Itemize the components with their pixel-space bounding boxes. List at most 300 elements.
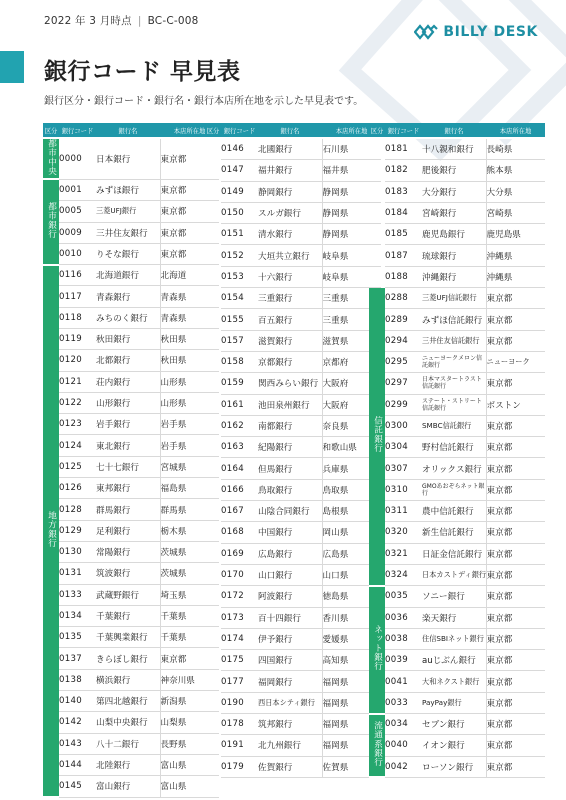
category-label: 都市中央 — [46, 139, 57, 176]
bank-name: 岩手銀行 — [96, 414, 160, 435]
table-row — [369, 351, 545, 372]
bank-code: 0158 — [221, 351, 258, 372]
bank-code: 0177 — [221, 671, 258, 692]
bank-code: 0038 — [385, 628, 422, 649]
bank-code: 0130 — [59, 541, 96, 562]
logo-mark-icon — [414, 23, 438, 41]
bank-name: 大垣共立銀行 — [258, 245, 322, 266]
head-office-location: 秋田県 — [160, 350, 219, 371]
bank-name: 琉球銀行 — [422, 245, 486, 266]
bank-code: 0118 — [59, 307, 96, 328]
head-office-location: 北海道 — [160, 265, 219, 286]
head-office-location: 埼玉県 — [160, 584, 219, 605]
category-label: 流通系銀行 — [372, 721, 383, 767]
bank-code: 0324 — [385, 564, 422, 585]
bank-name: 常陽銀行 — [96, 541, 160, 562]
head-office-location: 三重県 — [322, 288, 381, 309]
head-office-location: 東京都 — [486, 479, 545, 500]
head-office-location: 茨城県 — [160, 541, 219, 562]
bank-name: 池田泉州銀行 — [258, 394, 322, 415]
table-row — [205, 394, 381, 415]
head-office-location: 大阪府 — [322, 373, 381, 394]
table-row — [205, 181, 381, 202]
bank-name: 福岡銀行 — [258, 671, 322, 692]
head-office-location: 東京都 — [486, 288, 545, 309]
bank-name: 山形銀行 — [96, 392, 160, 413]
bank-code: 0162 — [221, 415, 258, 436]
table-row — [205, 714, 381, 735]
bank-code: 0122 — [59, 392, 96, 413]
head-office-location: 福岡県 — [322, 692, 381, 713]
brand-logo — [414, 23, 538, 41]
bank-name: 滋賀銀行 — [258, 330, 322, 351]
bank-code: 0125 — [59, 456, 96, 477]
bank-code: 0138 — [59, 669, 96, 690]
bank-name: 日本マスタートラスト信託銀行 — [422, 373, 486, 394]
table-row — [43, 286, 219, 307]
head-office-location: 広島県 — [322, 543, 381, 564]
bank-code: 0163 — [221, 437, 258, 458]
bank-name: 新生信託銀行 — [422, 522, 486, 543]
bank-code: 0150 — [221, 202, 258, 223]
bank-code: 0149 — [221, 181, 258, 202]
bank-name: きらぼし銀行 — [96, 648, 160, 669]
table-row — [43, 563, 219, 584]
bank-name: 日本カストディ銀行 — [422, 564, 486, 585]
table-row — [43, 669, 219, 690]
bank-name: みずほ信託銀行 — [422, 309, 486, 330]
bank-name: 百五銀行 — [258, 309, 322, 330]
location-header: 本店所在地 — [160, 123, 219, 138]
bank-table-1 — [43, 123, 219, 798]
bank-name: 福井銀行 — [258, 160, 322, 181]
bank-code: 0153 — [221, 266, 258, 287]
head-office-location: 静岡県 — [322, 202, 381, 223]
table-row — [369, 628, 545, 649]
bank-name: 広島銀行 — [258, 543, 322, 564]
bank-name: みずほ銀行 — [96, 179, 160, 200]
bank-code: 0119 — [59, 328, 96, 349]
bank-name: 山梨中央銀行 — [96, 712, 160, 733]
location-header: 本店所在地 — [322, 123, 381, 138]
category-header: 区分 — [369, 123, 385, 138]
bank-name: 大和ネクスト銀行 — [422, 671, 486, 692]
head-office-location: 山形県 — [160, 392, 219, 413]
bank-code: 0154 — [221, 288, 258, 309]
bank-name: 四国銀行 — [258, 650, 322, 671]
bank-name: 第四北越銀行 — [96, 691, 160, 712]
table-row — [369, 501, 545, 522]
category-label: 都市銀行 — [46, 202, 57, 239]
bank-code: 0134 — [59, 605, 96, 626]
head-office-location: 兵庫県 — [322, 458, 381, 479]
logo-text: BILLY DESK — [443, 24, 538, 40]
bank-code: 0039 — [385, 650, 422, 671]
table-row — [43, 435, 219, 456]
head-office-location: ニューヨーク — [486, 351, 545, 372]
table-row — [369, 224, 545, 245]
table-row — [205, 437, 381, 458]
bank-name: 十六銀行 — [258, 266, 322, 287]
name-header: 銀行名 — [258, 123, 322, 138]
bank-code: 0035 — [385, 586, 422, 607]
bank-name: 横浜銀行 — [96, 669, 160, 690]
bank-name: 東北銀行 — [96, 435, 160, 456]
head-office-location: 岐阜県 — [322, 245, 381, 266]
bank-name: セブン銀行 — [422, 714, 486, 735]
bank-code: 0191 — [221, 735, 258, 756]
head-office-location: 東京都 — [486, 607, 545, 628]
head-office-location: 鹿児島県 — [486, 224, 545, 245]
head-office-location: 岩手県 — [160, 414, 219, 435]
head-office-location: 東京都 — [486, 650, 545, 671]
bank-code: 0164 — [221, 458, 258, 479]
bank-name: 三菱UFJ信託銀行 — [422, 288, 486, 309]
table-row — [369, 564, 545, 585]
location-header: 本店所在地 — [486, 123, 545, 138]
table-row — [43, 371, 219, 392]
document-code: BC-C-008 — [147, 15, 199, 27]
bank-code: 0311 — [385, 501, 422, 522]
bank-name: 北九州銀行 — [258, 735, 322, 756]
bank-name: 日本銀行 — [96, 138, 160, 179]
table-row — [43, 179, 219, 200]
table-row — [369, 735, 545, 756]
bank-name: 秋田銀行 — [96, 328, 160, 349]
bank-name: 北都銀行 — [96, 350, 160, 371]
category-cell — [43, 179, 59, 264]
table-row — [43, 138, 219, 179]
category-label: 地方銀行 — [46, 511, 57, 548]
bank-code: 0174 — [221, 628, 258, 649]
bank-name: 山陰合同銀行 — [258, 501, 322, 522]
bank-name: 鹿児島銀行 — [422, 224, 486, 245]
bank-name: 沖縄銀行 — [422, 266, 486, 287]
table-row — [43, 754, 219, 775]
bank-code: 0321 — [385, 543, 422, 564]
bank-name: 三菱UFJ銀行 — [96, 201, 160, 222]
head-office-location: 静岡県 — [322, 181, 381, 202]
head-office-location: 福岡県 — [322, 671, 381, 692]
head-office-location: 栃木県 — [160, 520, 219, 541]
bank-code: 0142 — [59, 712, 96, 733]
head-office-location: 東京都 — [160, 243, 219, 264]
bank-code: 0159 — [221, 373, 258, 394]
head-office-location: 東京都 — [486, 586, 545, 607]
bank-code: 0182 — [385, 160, 422, 181]
head-office-location: 鳥取県 — [322, 479, 381, 500]
bank-code: 0117 — [59, 286, 96, 307]
head-office-location: 青森県 — [160, 307, 219, 328]
table-row — [43, 243, 219, 264]
bank-name: ニューヨークメロン信託銀行 — [422, 351, 486, 372]
head-office-location: 佐賀県 — [322, 756, 381, 777]
bank-name: ローソン銀行 — [422, 756, 486, 777]
bank-name: GMOあおぞらネット銀行 — [422, 479, 486, 500]
bank-name: 十八親和銀行 — [422, 138, 486, 160]
bank-code: 0294 — [385, 330, 422, 351]
bank-name: 荘内銀行 — [96, 371, 160, 392]
bank-name: ソニー銀行 — [422, 586, 486, 607]
table-row — [43, 307, 219, 328]
head-office-location: 熊本県 — [486, 160, 545, 181]
header-row — [205, 123, 381, 138]
bank-code: 0135 — [59, 627, 96, 648]
table-row — [369, 181, 545, 202]
bank-name: みちのく銀行 — [96, 307, 160, 328]
head-office-location: 沖縄県 — [486, 266, 545, 287]
bank-code: 0178 — [221, 714, 258, 735]
bank-code: 0304 — [385, 437, 422, 458]
bank-name: 三井住友信託銀行 — [422, 330, 486, 351]
bank-name: ステート・ストリート信託銀行 — [422, 394, 486, 415]
category-label: 信託銀行 — [372, 416, 383, 453]
head-office-location: ボストン — [486, 394, 545, 415]
head-office-location: 富山県 — [160, 754, 219, 775]
bank-code: 0188 — [385, 266, 422, 287]
head-office-location: 東京都 — [486, 714, 545, 735]
bank-code: 0173 — [221, 607, 258, 628]
bank-code: 0145 — [59, 776, 96, 797]
table-row — [43, 520, 219, 541]
bank-code: 0295 — [385, 351, 422, 372]
code-header: 銀行コード — [385, 123, 422, 138]
head-office-location: 愛媛県 — [322, 628, 381, 649]
bank-code: 0144 — [59, 754, 96, 775]
head-office-location: 高知県 — [322, 650, 381, 671]
head-office-location: 京都府 — [322, 351, 381, 372]
table-row — [369, 373, 545, 394]
bank-name: 三井住友銀行 — [96, 222, 160, 243]
bank-code: 0124 — [59, 435, 96, 456]
head-office-location: 東京都 — [160, 138, 219, 179]
head-office-location: 東京都 — [486, 522, 545, 543]
as-of-date: 2022 年 3 月時点 — [44, 15, 132, 27]
bank-code: 0184 — [385, 202, 422, 223]
head-office-location: 三重県 — [322, 309, 381, 330]
category-cell — [369, 586, 385, 714]
table-row — [205, 479, 381, 500]
table-row — [369, 415, 545, 436]
table-row — [205, 628, 381, 649]
bank-code: 0179 — [221, 756, 258, 777]
bank-code: 0034 — [385, 714, 422, 735]
bank-code: 0307 — [385, 458, 422, 479]
bank-name: 南都銀行 — [258, 415, 322, 436]
bank-code: 0175 — [221, 650, 258, 671]
bank-name: 筑波銀行 — [96, 563, 160, 584]
bank-code: 0137 — [59, 648, 96, 669]
head-office-location: 東京都 — [486, 437, 545, 458]
bank-code: 0000 — [59, 138, 96, 179]
bank-code: 0042 — [385, 756, 422, 777]
head-office-location: 大阪府 — [322, 394, 381, 415]
table-row — [369, 586, 545, 607]
bank-code: 0157 — [221, 330, 258, 351]
bank-code: 0161 — [221, 394, 258, 415]
head-office-location: 長崎県 — [486, 138, 545, 160]
table-row — [43, 691, 219, 712]
head-office-location: 新潟県 — [160, 691, 219, 712]
table-body — [205, 138, 381, 777]
bank-code: 0289 — [385, 309, 422, 330]
table-row — [205, 522, 381, 543]
table-row — [369, 714, 545, 735]
category-cell — [369, 288, 385, 586]
bank-code: 0146 — [221, 138, 258, 160]
bank-name: 佐賀銀行 — [258, 756, 322, 777]
bank-code: 0116 — [59, 265, 96, 286]
table-row — [369, 437, 545, 458]
head-office-location: 沖縄県 — [486, 245, 545, 266]
head-office-location: 富山県 — [160, 776, 219, 797]
name-header: 銀行名 — [96, 123, 160, 138]
bank-code: 0033 — [385, 692, 422, 713]
table-row — [369, 245, 545, 266]
bank-name: イオン銀行 — [422, 735, 486, 756]
table-row — [369, 607, 545, 628]
bank-code: 0170 — [221, 564, 258, 585]
bank-name: 肥後銀行 — [422, 160, 486, 181]
head-office-location: 東京都 — [486, 564, 545, 585]
table-row — [43, 605, 219, 626]
table-row — [205, 564, 381, 585]
bank-name: 七十七銀行 — [96, 456, 160, 477]
table-row — [369, 543, 545, 564]
head-office-location: 東京都 — [486, 543, 545, 564]
table-row — [43, 541, 219, 562]
table-row — [43, 648, 219, 669]
table-row — [205, 586, 381, 607]
head-office-location: 東京都 — [486, 671, 545, 692]
bank-code: 0123 — [59, 414, 96, 435]
bank-code: 0172 — [221, 586, 258, 607]
head-office-location: 東京都 — [486, 415, 545, 436]
head-office-location: 福岡県 — [322, 735, 381, 756]
head-office-location: 岩手県 — [160, 435, 219, 456]
bank-name: 青森銀行 — [96, 286, 160, 307]
bank-code: 0131 — [59, 563, 96, 584]
table-row — [205, 351, 381, 372]
bank-name: 北國銀行 — [258, 138, 322, 160]
bank-code: 0169 — [221, 543, 258, 564]
table-row — [205, 288, 381, 309]
bank-code: 0121 — [59, 371, 96, 392]
bank-code: 0040 — [385, 735, 422, 756]
head-office-location: 東京都 — [160, 201, 219, 222]
table-row — [43, 265, 219, 286]
table-row — [43, 350, 219, 371]
bank-code: 0288 — [385, 288, 422, 309]
head-office-location: 東京都 — [486, 692, 545, 713]
table-row — [43, 414, 219, 435]
table-row — [43, 712, 219, 733]
table-row — [43, 328, 219, 349]
head-office-location: 滋賀県 — [322, 330, 381, 351]
bank-code: 0036 — [385, 607, 422, 628]
bank-name: 宮崎銀行 — [422, 202, 486, 223]
table-row — [205, 309, 381, 330]
bank-name: 中国銀行 — [258, 522, 322, 543]
bank-name: 千葉銀行 — [96, 605, 160, 626]
table-row — [43, 201, 219, 222]
table-row — [43, 392, 219, 413]
bank-code: 0143 — [59, 733, 96, 754]
header-row — [369, 123, 545, 138]
table-row — [43, 222, 219, 243]
table-row — [369, 692, 545, 713]
bank-name: 三重銀行 — [258, 288, 322, 309]
page-title: 銀行コード 早見表 — [44, 59, 241, 85]
head-office-location: 徳島県 — [322, 586, 381, 607]
table-row — [205, 245, 381, 266]
head-office-location: 秋田県 — [160, 328, 219, 349]
bank-code: 0310 — [385, 479, 422, 500]
code-header: 銀行コード — [221, 123, 258, 138]
bank-code: 0185 — [385, 224, 422, 245]
bank-code: 0190 — [221, 692, 258, 713]
table-row — [205, 202, 381, 223]
head-office-location: 宮崎県 — [486, 202, 545, 223]
table-row — [369, 650, 545, 671]
head-office-location: 東京都 — [486, 756, 545, 777]
table-row — [369, 266, 545, 287]
bank-name: 紀陽銀行 — [258, 437, 322, 458]
table-row — [205, 650, 381, 671]
table-row — [205, 266, 381, 287]
bank-name: 関西みらい銀行 — [258, 373, 322, 394]
bank-code: 0005 — [59, 201, 96, 222]
table-row — [205, 330, 381, 351]
bank-name: 大分銀行 — [422, 181, 486, 202]
page-description: 銀行区分・銀行コード・銀行名・銀行本店所在地を示した早見表です。 — [44, 96, 364, 107]
bank-name: 山口銀行 — [258, 564, 322, 585]
table-row — [205, 756, 381, 777]
table-body — [369, 138, 545, 777]
head-office-location: 山口県 — [322, 564, 381, 585]
bank-name: 足利銀行 — [96, 520, 160, 541]
table-row — [369, 330, 545, 351]
head-office-location: 宮城県 — [160, 456, 219, 477]
table-row — [369, 202, 545, 223]
bank-name: 群馬銀行 — [96, 499, 160, 520]
bank-table-2 — [205, 123, 381, 778]
table-row — [205, 671, 381, 692]
head-office-location: 青森県 — [160, 286, 219, 307]
head-office-location: 東京都 — [160, 648, 219, 669]
table-row — [369, 522, 545, 543]
bank-code: 0001 — [59, 179, 96, 200]
head-office-location: 東京都 — [486, 501, 545, 522]
head-office-location: 岐阜県 — [322, 266, 381, 287]
category-cell — [43, 138, 59, 179]
table-row — [205, 607, 381, 628]
head-office-location: 静岡県 — [322, 224, 381, 245]
table-row — [205, 458, 381, 479]
bank-name: auじぶん銀行 — [422, 650, 486, 671]
table-row — [369, 671, 545, 692]
bank-name: 伊予銀行 — [258, 628, 322, 649]
table-header — [205, 123, 381, 138]
category-label: ネット銀行 — [372, 625, 383, 671]
category-header: 区分 — [205, 123, 221, 138]
bank-code: 0166 — [221, 479, 258, 500]
bank-name: 静岡銀行 — [258, 181, 322, 202]
bank-code: 0010 — [59, 243, 96, 264]
header-row — [43, 123, 219, 138]
table-row — [205, 735, 381, 756]
bank-name: SMBC信託銀行 — [422, 415, 486, 436]
